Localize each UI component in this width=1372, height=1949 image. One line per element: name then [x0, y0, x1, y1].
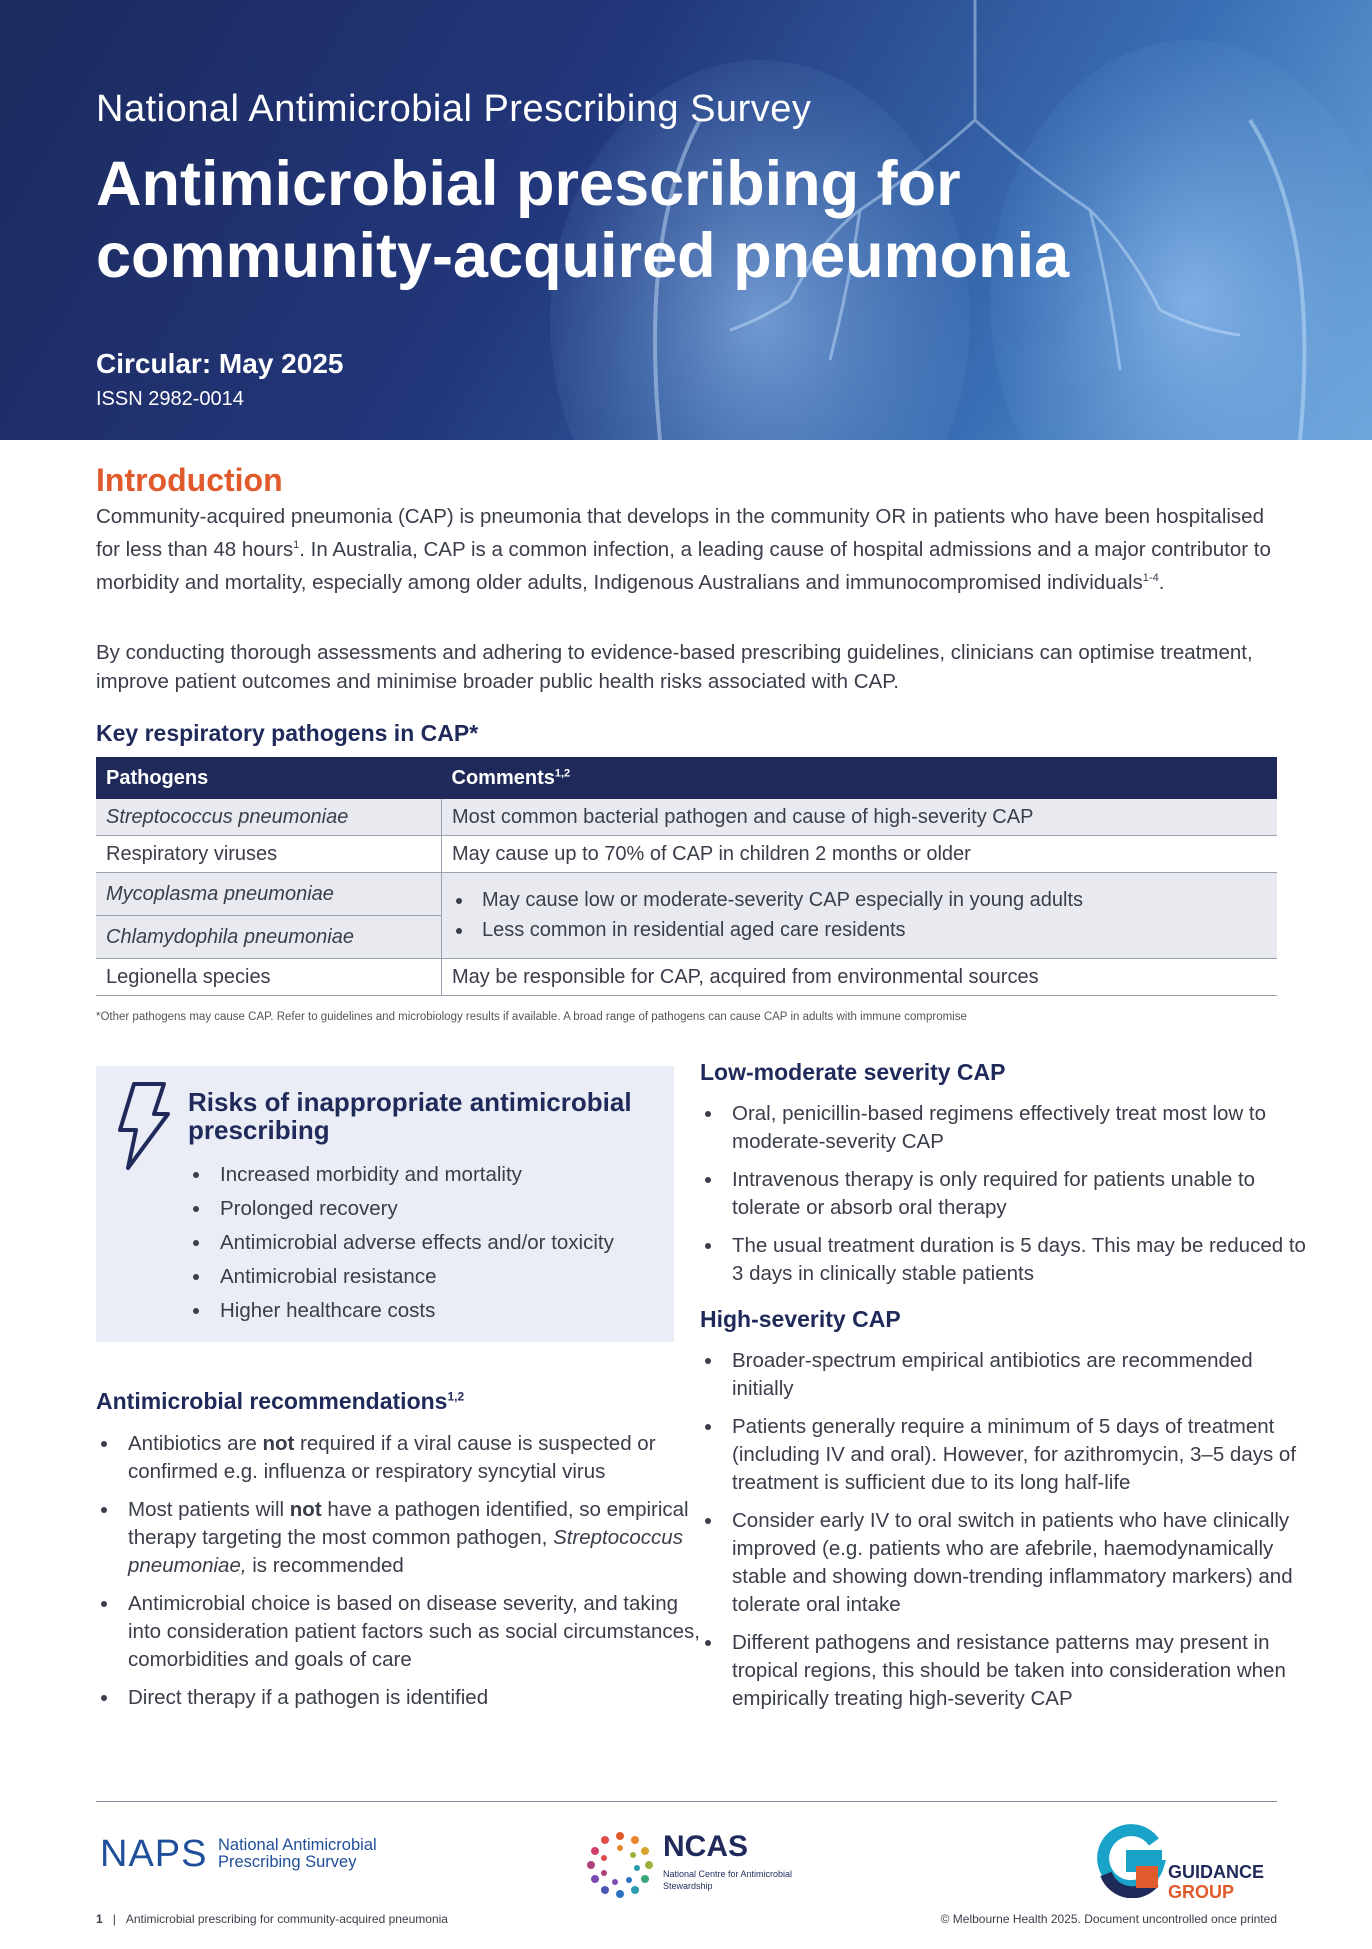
- footer-divider: [96, 1801, 1277, 1802]
- list-item: • Antibiotics are not required if a viral cause is suspected or confirmed e.g. influenza or respiratory syncytial virus: [120, 1430, 710, 1486]
- dot-ring-icon: [585, 1830, 655, 1900]
- table-row: Respiratory viruses May cause up to 70% of CAP in children 2 months or older: [96, 836, 1277, 873]
- page-footer-left: 1 | Antimicrobial prescribing for community-acquired pneumonia: [96, 1912, 448, 1926]
- guidance-group-logo: GUIDANCE GROUP: [1096, 1822, 1166, 1903]
- pathogens-table: [96, 757, 1277, 996]
- naps-logo: NAPS National Antimicrobial Prescribing Survey: [100, 1833, 377, 1875]
- col-pathogens: Pathogens: [96, 757, 442, 799]
- list-item: • Most patients will not have a pathogen identified, so empirical therapy targeting the most common pathogen, Streptococcus pneumoniae, is recommended: [120, 1496, 710, 1580]
- risks-list: [188, 1162, 682, 1332]
- table-row: Mycoplasma pneumoniae • May cause low or moderate-severity CAP especially in young adults • Less common in residential aged care residents: [96, 873, 1277, 916]
- table-footnote: *Other pathogens may cause CAP. Refer to guidelines and microbiology results if available. A broad range of pathogens can cause CAP in adults with immune compromise: [96, 1011, 967, 1023]
- list-item: • Antimicrobial resistance: [212, 1264, 682, 1290]
- lightning-bolt-icon: [114, 1080, 172, 1172]
- table-header-row: [96, 757, 1277, 799]
- list-item: • Prolonged recovery: [212, 1196, 682, 1222]
- list-item: • Patients generally require a minimum of 5 days of treatment (including IV and oral). However, for azithromycin, 3–5 days of treatment is sufficient due to its long half-life: [724, 1413, 1314, 1497]
- survey-name: National Antimicrobial Prescribing Survey: [96, 88, 812, 130]
- high-severity-heading: High-severity CAP: [700, 1306, 901, 1332]
- circular-date: Circular: May 2025: [96, 348, 344, 379]
- pathogens-heading: Key respiratory pathogens in CAP*: [96, 720, 479, 746]
- list-item: • Antimicrobial adverse effects and/or toxicity: [212, 1230, 682, 1256]
- risks-box: [96, 1066, 674, 1342]
- copyright: © Melbourne Health 2025. Document uncontrolled once printed: [940, 1912, 1277, 1926]
- list-item: • Increased morbidity and mortality: [212, 1162, 682, 1188]
- shared-comment-cell: • May cause low or moderate-severity CAP especially in young adults • Less common in residential aged care residents: [442, 873, 1278, 959]
- page-title: Antimicrobial prescribing for community-acquired pneumonia: [96, 149, 1070, 291]
- recommendations-list: [96, 1430, 710, 1722]
- high-severity-list: [700, 1347, 1314, 1723]
- table-row: Legionella species May be responsible for CAP, acquired from environmental sources: [96, 959, 1277, 996]
- introduction-heading: Introduction: [96, 462, 283, 498]
- low-moderate-heading: Low-moderate severity CAP: [700, 1059, 1006, 1085]
- low-moderate-list: [700, 1100, 1314, 1298]
- table-row: Streptococcus pneumoniae Most common bacterial pathogen and cause of high-severity CAP: [96, 799, 1277, 836]
- ncas-logo: NCAS National Centre for Antimicrobial Stewardship: [585, 1830, 655, 1905]
- table-row: Chlamydophila pneumoniae: [96, 916, 1277, 959]
- list-item: • Broader-spectrum empirical antibiotics are recommended initially: [724, 1347, 1314, 1403]
- list-item: • Oral, penicillin-based regimens effectively treat most low to moderate-severity CAP: [724, 1100, 1314, 1156]
- list-item: • Higher healthcare costs: [212, 1298, 682, 1324]
- col-comments: Comments$^{1,2}$: [442, 757, 1278, 799]
- intro-paragraph-1: Community-acquired pneumonia (CAP) is pneumonia that develops in the community OR in patients who have been hospitalised for less than 48 hours$^1$. In Australia, CAP is a common infection, a leading cause of hospital admissions and a major contributor to morbidity and mortality, especially among older adults, Indigenous Australians and immunocompromised individuals$^{1-4}$.: [96, 505, 1271, 594]
- hero-banner: [0, 0, 1372, 440]
- issn: ISSN 2982-0014: [96, 388, 244, 410]
- list-item: • Direct therapy if a pathogen is identified: [120, 1684, 710, 1712]
- list-item: • The usual treatment duration is 5 days. This may be reduced to 3 days in clinically stable patients: [724, 1232, 1314, 1288]
- list-item: • Consider early IV to oral switch in patients who have clinically improved (e.g. patients who are afebrile, haemodynamically stable and showing down-trending inflammatory markers) and tolerate oral intake: [724, 1507, 1314, 1619]
- recommendations-heading: Antimicrobial recommendations$^{1,2}$: [96, 1388, 465, 1414]
- guidance-g-icon: [1096, 1822, 1166, 1898]
- list-item: • Intravenous therapy is only required for patients unable to tolerate or absorb oral therapy: [724, 1166, 1314, 1222]
- risks-heading: Risks of inappropriate antimicrobial prescribing: [188, 1087, 632, 1145]
- list-item: • Different pathogens and resistance patterns may present in tropical regions, this should be taken into consideration when empirically treating high-severity CAP: [724, 1629, 1314, 1713]
- intro-paragraph-2: By conducting thorough assessments and adhering to evidence-based prescribing guidelines, clinicians can optimise treatment, improve patient outcomes and minimise broader public health risks associated with CAP.: [96, 641, 1253, 693]
- list-item: • Antimicrobial choice is based on disease severity, and taking into consideration patient factors such as social circumstances, comorbidities and goals of care: [120, 1590, 710, 1674]
